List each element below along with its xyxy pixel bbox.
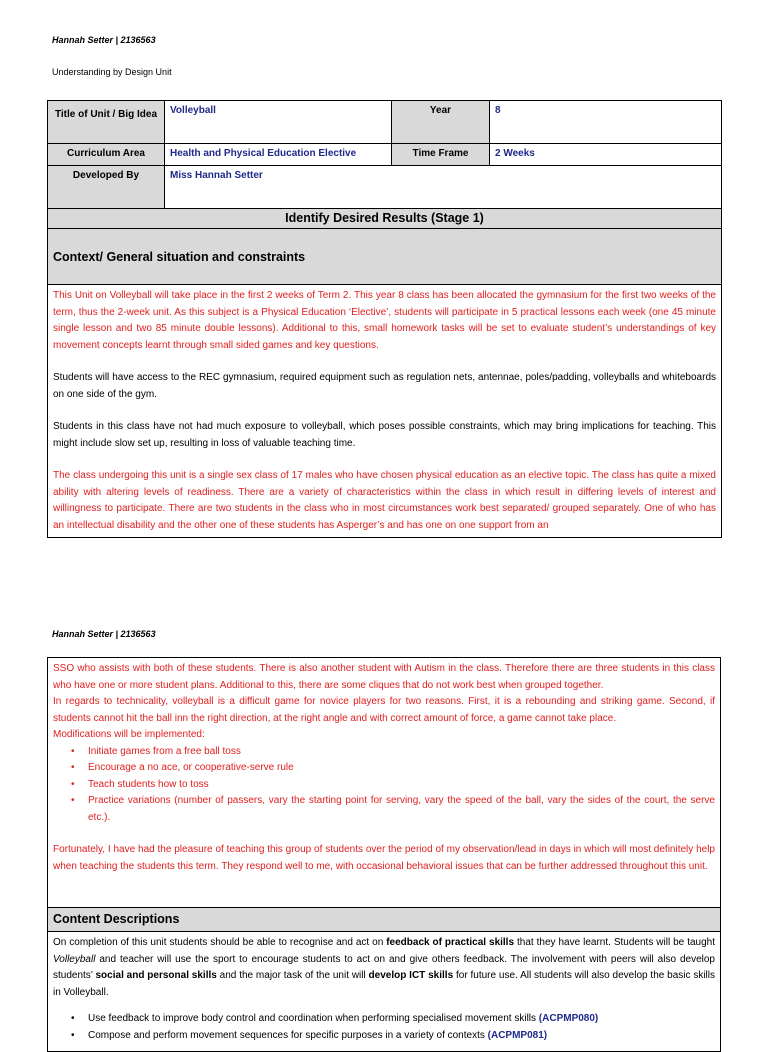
curriculum-label: Curriculum Area: [48, 144, 165, 166]
context-paragraph-4: The class undergoing this unit is a single sex class of 17 males who have chosen physical education as an elective topic. The class has quite a mixed ability with altering levels of readiness. There are a variety of characteristics within the class in which result in differing levels of interest and willingness to participate. There are two students in the class who in most circumstances work best separated/ grouped separately. One of who has an intellectual disability and the other one of these students has Asperger’s and has one on one support from an: [53, 470, 716, 531]
context-paragraph-1: This Unit on Volleyball will take place in the first 2 weeks of Term 2. This year 8 class has been allocated the gymnasium for the first two weeks of the term, thus the 2-week unit. As this subject is a Physical Education ‘Elective’, students will participate in 5 practical lessons each week (one 45 minute single lesson and two 85 minute double lessons). Additional to this, small homework tasks will be set to evaluate student’s understandings of key movement concepts learnt through small sided games and key questions.: [53, 290, 716, 351]
list-item: • Compose and perform movement sequences for specific purposes in a variety of contexts (ACPMP081): [71, 1028, 715, 1045]
continuation-table: [47, 657, 721, 1052]
list-item: • Initiate games from a free ball toss: [71, 744, 715, 761]
list-item: • Encourage a no ace, or cooperative-serve rule: [71, 760, 715, 777]
developed-by-value: Miss Hannah Setter: [165, 166, 722, 209]
list-item: • Use feedback to improve body control and coordination when performing specialised movement skills (ACPMP080): [71, 1011, 715, 1028]
curriculum-bullets: [53, 1011, 715, 1044]
timeframe-value: 2 Weeks: [490, 144, 722, 166]
title-label: Title of Unit / Big Idea: [48, 101, 165, 144]
curriculum-value: Health and Physical Education Elective: [165, 144, 392, 166]
list-item: • Teach students how to toss: [71, 777, 715, 794]
list-item: • Practice variations (number of passers, vary the starting point for serving, vary the speed of the ball, vary the sides of the court, the serve etc.).: [71, 793, 715, 826]
title-value: Volleyball: [165, 101, 392, 144]
closing-paragraph: Fortunately, I have had the pleasure of teaching this group of students over the period of my observation/lead in days in which will most definitely help when teaching the students this term. They respond well to me, with occasional behavioral issues that can be further addressed throughout this unit.: [53, 844, 715, 872]
page2-author-header: Hannah Setter | 2136563: [52, 629, 156, 639]
continuation-paragraph-2: In regards to technicality, volleyball is a difficult game for novice players for two reasons. First, it is a rebounding and striking game. Second, if students cannot hit the ball inn the right direction, at the right angle and with correct amount of force, a game cannot take place.: [53, 696, 715, 724]
unit-type-label: Understanding by Design Unit: [52, 67, 172, 77]
content-descriptions-body: [48, 932, 721, 1052]
modifications-list: [53, 744, 715, 827]
year-label: Year: [392, 101, 490, 144]
unit-overview-table: [47, 100, 722, 538]
modifications-label: Modifications will be implemented:: [53, 729, 205, 740]
stage-heading: Identify Desired Results (Stage 1): [48, 209, 722, 229]
continuation-paragraph-1: SSO who assists with both of these students. There is also another student with Autism in the class. Therefore there are three students in this class who have one or more student plans. Additional to this, there are some cliques that do not work best when grouped together.: [53, 663, 715, 691]
context-body: [48, 285, 722, 538]
context-heading: Context/ General situation and constraints: [48, 229, 722, 285]
year-value: 8: [490, 101, 722, 144]
context-paragraph-3: Students in this class have not had much exposure to volleyball, which poses possible constraints, which may bring implications for teaching. This might include slow set up, resulting in loss of valuable teaching time.: [53, 421, 716, 449]
context-paragraph-2: Students will have access to the REC gymnasium, required equipment such as regulation nets, antennae, poles/padding, volleyballs and whiteboards on one side of the gym.: [53, 372, 716, 400]
continuation-body: [48, 658, 721, 908]
content-paragraph: On completion of this unit students should be able to recognise and act on feedback of practical skills that they have learnt. Students will be taught Volleyball and teacher will use the sport to encourage students to act on and give others feedback. The involvement with peers will also develop students’ social and personal skills and the major task of the unit will develop ICT skills for future use. All students will also develop the basic skills in Volleyball.: [53, 937, 716, 998]
content-descriptions-heading: Content Descriptions: [48, 908, 721, 932]
timeframe-label: Time Frame: [392, 144, 490, 166]
developed-by-label: Developed By: [48, 166, 165, 209]
page1-author-header: Hannah Setter | 2136563: [52, 35, 156, 45]
